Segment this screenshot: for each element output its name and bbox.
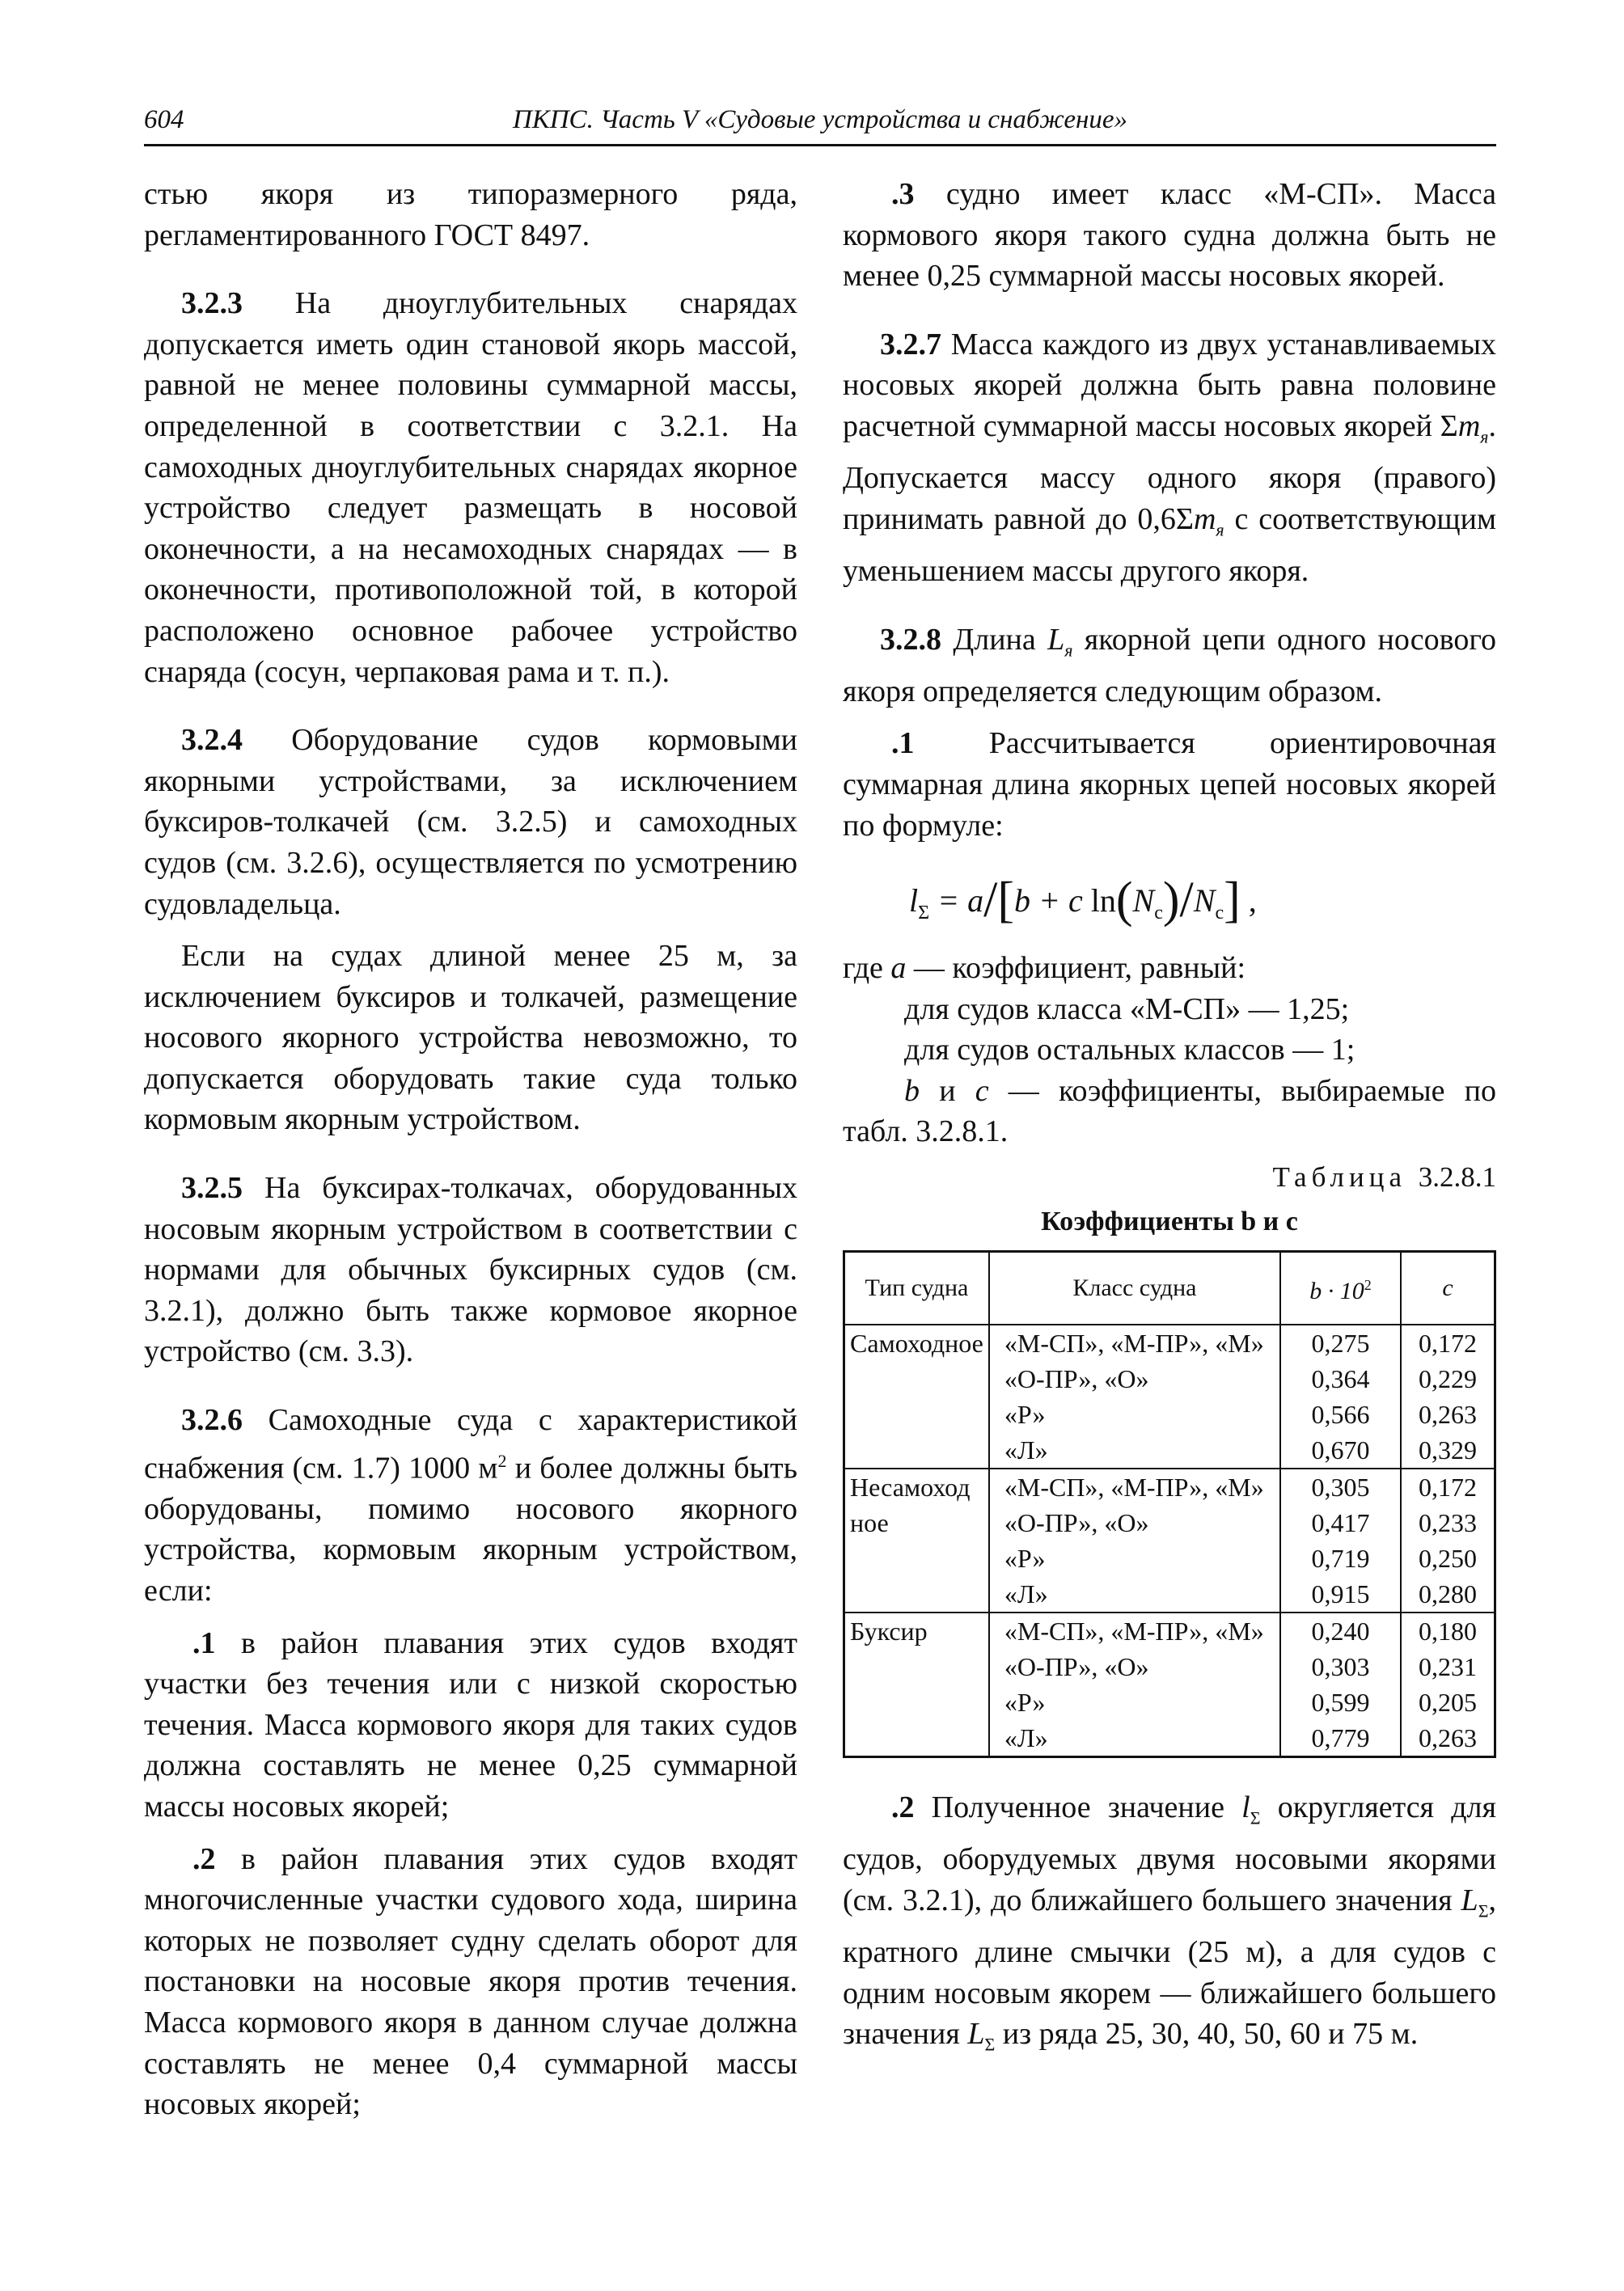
section-text: На буксирах-толкачах, оборудованных носовым якорным устройством в соответствии с нормами для обычных буксирных судов (см. 3.2.1), должно быть также кормовое якорное устройство (см. 3.3).	[144, 1171, 797, 1369]
section-3-2-7	[843, 324, 1496, 592]
item-number: .2	[192, 1841, 216, 1876]
list-item-1	[144, 1623, 797, 1828]
formula-eq: = a	[929, 882, 984, 919]
where-line	[843, 948, 1496, 989]
section-text: якорной цепи одного носового якоря определяется следующим образом.	[843, 622, 1496, 708]
value-c: 0,180	[1419, 1617, 1477, 1646]
section-text: с соответствующим уменьшением массы другого якоря.	[843, 501, 1496, 588]
math-L: L	[967, 2017, 985, 2052]
math-sub: Σ	[984, 2035, 996, 2055]
section-text: Масса каждого из двух устанавливаемых носовых якорей должна быть равна половине расчетной суммарной массы носовых якорей Σ	[843, 327, 1496, 443]
math-c: c	[975, 1073, 989, 1108]
formula-paren: )	[1162, 873, 1180, 928]
vessel-class: «Р»	[989, 1684, 1280, 1720]
section-text: и более должны быть оборудованы, помимо носового якорного устройства, кормовым якорным устройством, если:	[144, 1451, 797, 1608]
vessel-type: Несамоходное	[844, 1469, 989, 1613]
formula-l: l	[909, 882, 919, 919]
vessel-class: «Л»	[989, 1432, 1280, 1469]
page-header	[144, 102, 1496, 146]
class-other-line: для судов остальных классов — 1;	[904, 1033, 1355, 1067]
value-c: 0,231	[1419, 1652, 1477, 1682]
formula-N: N	[1193, 882, 1216, 919]
right-column	[843, 174, 1496, 2066]
vessel-class: «М-СП», «М-ПР», «М»	[989, 1325, 1280, 1361]
math-m: m	[1457, 408, 1481, 443]
item-number: .3	[891, 177, 915, 211]
formula-bracket: ]	[1224, 873, 1241, 928]
section-3-2-8	[843, 619, 1496, 712]
section-text: Длина	[941, 622, 1048, 657]
formula-slash: /	[1179, 873, 1194, 928]
class-msp-line: для судов класса «М-СП» — 1,25;	[904, 991, 1350, 1026]
value-c: 0,263	[1419, 1723, 1477, 1753]
value-b: 0,275	[1280, 1325, 1401, 1361]
header-b-text: b · 10	[1309, 1278, 1364, 1305]
text: и	[920, 1073, 975, 1108]
vessel-type: Самоходное	[844, 1325, 989, 1469]
text: — коэффициент, равный:	[906, 951, 1246, 986]
section-text: Оборудование судов кормовыми якорными устройствами, за исключением буксиров-толкачей (см. 3.2.5) и самоходных судов (см. 3.2.6), осуществляется по усмотрению судовладельца.	[144, 723, 797, 921]
value-c: 0,233	[1419, 1508, 1477, 1538]
list-item-r2	[843, 1787, 1496, 2065]
vessel-class: «М-СП», «М-ПР», «М»	[989, 1469, 1280, 1505]
section-3-2-3	[144, 283, 797, 692]
item-text: Полученное значение	[914, 1790, 1242, 1825]
value-b: 0,305	[1280, 1469, 1401, 1505]
text: где	[843, 951, 891, 986]
value-c: 0,172	[1419, 1329, 1477, 1359]
value-b: 0,719	[1280, 1541, 1401, 1576]
value-b: 0,779	[1280, 1720, 1401, 1757]
table-caption	[843, 1157, 1496, 1198]
table-title: Коэффициенты b и c	[1041, 1206, 1298, 1236]
vessel-class: «Л»	[989, 1576, 1280, 1613]
section-3-2-5	[144, 1168, 797, 1372]
formula-sigma: Σ	[918, 902, 930, 924]
list-item-2	[144, 1839, 797, 2125]
coefficients-table	[843, 1250, 1496, 1758]
section-text: . Допускается массу одного якоря (правого) принимать равной до 0,6Σ	[843, 408, 1496, 536]
formula-c: c	[1215, 902, 1224, 924]
header-b-sup: 2	[1364, 1277, 1372, 1294]
item-text: в район плавания этих судов входят участки без течения или с низкой скоростью течения. Масса кормового якоря для таких судов должна составлять не менее 0,25 суммарной массы носовых якорей;	[144, 1625, 797, 1824]
formula-slash: /	[983, 873, 998, 928]
section-number: 3.2.4	[181, 723, 243, 758]
item-text: из ряда 25, 30, 40, 50, 60 и 75 м.	[995, 2017, 1419, 2052]
formula-bracket: [	[997, 873, 1014, 928]
formula-ln: ln	[1090, 882, 1116, 919]
value-b: 0,670	[1280, 1432, 1401, 1469]
value-c: 0,250	[1419, 1544, 1477, 1574]
math-a: a	[890, 951, 907, 986]
vessel-class: «Р»	[989, 1397, 1280, 1432]
vessel-class: «О-ПР», «О»	[989, 1505, 1280, 1541]
section-3-2-4-paragraph-2: Если на судах длиной менее 25 м, за исключением буксиров и толкачей, размещение носового якорного устройства невозможно, то допускается оборудовать такие суда только кормовым якорным устройством.	[144, 939, 797, 1137]
section-number: 3.2.3	[181, 286, 243, 321]
section-3-2-6	[144, 1400, 797, 1612]
running-title: ПКПС. Часть V «Судовые устройства и снабжение»	[512, 105, 1127, 134]
value-c: 0,229	[1419, 1364, 1477, 1394]
vessel-class: «М-СП», «М-ПР», «М»	[989, 1613, 1280, 1649]
section-number: 3.2.8	[880, 622, 941, 657]
list-item-3	[843, 174, 1496, 297]
item-text: судно имеет класс «М-СП». Масса кормового якоря такого судна должна быть не менее 0,25 суммарной массы носовых якорей.	[843, 177, 1496, 294]
math-sub: я	[1064, 640, 1073, 661]
value-c: 0,172	[1419, 1473, 1477, 1503]
formula	[843, 864, 1496, 936]
vessel-type: Буксир	[844, 1613, 989, 1757]
item-number: .1	[891, 726, 915, 761]
left-column	[144, 174, 797, 2125]
math-sub: Σ	[1478, 1900, 1489, 1921]
math-l: l	[1241, 1790, 1250, 1825]
table-header-row	[844, 1252, 1495, 1325]
value-c: 0,263	[1419, 1400, 1477, 1430]
math-m: m	[1193, 501, 1216, 536]
list-item-r1	[843, 723, 1496, 846]
value-b: 0,417	[1280, 1505, 1401, 1541]
bc-line	[843, 1071, 1496, 1152]
item-text: округляется для судов, оборудуемых двумя носовыми якорями (см. 3.2.1), до ближайшего большего значения	[843, 1790, 1496, 1918]
math-L: L	[1461, 1883, 1478, 1918]
vessel-class: «Р»	[989, 1541, 1280, 1576]
section-number: 3.2.5	[181, 1171, 243, 1206]
item-text: Рассчитывается ориентировочная суммарная длина якорных цепей носовых якорей по формуле:	[843, 726, 1496, 843]
item-number: .1	[192, 1625, 216, 1660]
formula-b: b + c	[1013, 882, 1091, 919]
table-caption-number: 3.2.8.1	[1418, 1161, 1496, 1194]
text: — коэффициенты, выбираемые по табл. 3.2.8.1.	[843, 1073, 1496, 1149]
section-3-2-4	[144, 720, 797, 924]
math-sub: я	[1216, 519, 1224, 540]
vessel-class: «О-ПР», «О»	[989, 1361, 1280, 1397]
table-row	[844, 1469, 1495, 1505]
value-c: 0,280	[1401, 1576, 1495, 1613]
math-L: L	[1047, 622, 1065, 657]
math-sub: Σ	[1250, 1807, 1261, 1828]
formula-comma: ,	[1240, 882, 1257, 919]
header-c: c	[1401, 1252, 1495, 1325]
table-caption-word: Таблица	[1272, 1161, 1406, 1194]
header-type: Тип судна	[844, 1252, 989, 1325]
formula-paren: (	[1115, 873, 1133, 928]
formula-N: N	[1132, 882, 1155, 919]
value-c: 0,329	[1401, 1432, 1495, 1469]
math-b: b	[904, 1073, 920, 1108]
value-b: 0,915	[1280, 1576, 1401, 1613]
item-number: .2	[891, 1790, 915, 1825]
page-number: 604	[144, 105, 184, 134]
value-b: 0,240	[1280, 1613, 1401, 1649]
section-text: Самоходные суда с характеристикой снабжения (см. 1.7) 1000 м	[144, 1403, 797, 1486]
superscript: 2	[497, 1450, 507, 1471]
vessel-class: «Л»	[989, 1720, 1280, 1757]
value-b: 0,364	[1280, 1361, 1401, 1397]
section-text: На дноуглубительных снарядах допускается иметь один становой якорь массой, равной не менее половины суммарной массы, определенной в соответствии с 3.2.1. На самоходных дноуглубительных снарядах якорное устройство следует размещать в носовой оконечности, а на несамоходных снарядах — в оконечности, противоположной той, в которой расположено основное рабочее устройство снаряда (сосун, черпаковая рама и т. п.).	[144, 286, 797, 689]
value-b: 0,566	[1280, 1397, 1401, 1432]
item-text: , кратного длине смычки (25 м), а для судов с одним носовым якорем — ближайшего большего значения	[843, 1883, 1496, 2052]
item-text: в район плавания этих судов входят многочисленные участки судового хода, ширина которых не позволяет судну сделать оборот для постановки на носовые якоря против течения. Масса кормового якоря в данном случае должна составлять не менее 0,4 суммарной массы носовых якорей;	[144, 1841, 797, 2122]
section-number: 3.2.7	[880, 327, 941, 361]
section-number: 3.2.6	[181, 1403, 243, 1438]
header-b	[1280, 1252, 1401, 1325]
math-sub: я	[1480, 426, 1489, 447]
value-c: 0,205	[1419, 1688, 1477, 1718]
formula-c: c	[1154, 902, 1163, 924]
header-class: Класс судна	[989, 1252, 1280, 1325]
table-row	[844, 1325, 1495, 1361]
value-b: 0,599	[1280, 1684, 1401, 1720]
table-row	[844, 1613, 1495, 1649]
value-b: 0,303	[1280, 1649, 1401, 1684]
paragraph-continued: стью якоря из типоразмерного ряда, регламентированного ГОСТ 8497.	[144, 177, 797, 252]
vessel-class: «О-ПР», «О»	[989, 1649, 1280, 1684]
